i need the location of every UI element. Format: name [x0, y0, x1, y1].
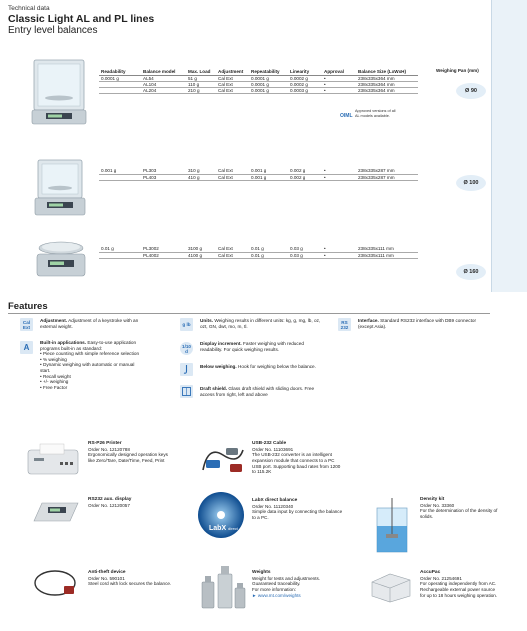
rep-cell: 0.0001 g — [249, 81, 288, 87]
model-cell: AL104 — [141, 81, 186, 87]
accessory-text: Weight for tests and adjustments. — [252, 575, 321, 581]
accessory-text: Order No. 21254691 — [420, 575, 462, 581]
labx-cd-sub: direct — [228, 526, 238, 531]
accessory-labx — [252, 498, 344, 521]
accessory-text: Guaranteed traceability. — [252, 581, 301, 587]
header-small: Technical data — [8, 5, 50, 12]
side-strip-line — [491, 0, 492, 292]
col-repeatability: Repeatability — [249, 68, 288, 75]
table-row — [99, 168, 418, 174]
max-cell: 51 g — [186, 75, 216, 81]
accessory-printer — [88, 441, 176, 464]
accessory-usb — [252, 441, 344, 475]
feature-interface-text: Standard RS232 interface with DB9 connector (except Asia). — [358, 318, 477, 329]
oiml-logo: OIML — [340, 113, 353, 119]
feature-below-title: Below weighing. — [200, 364, 237, 369]
accessory-aux — [88, 497, 176, 508]
draft-shield-icon — [180, 385, 193, 398]
feature-display — [200, 341, 325, 352]
feature-draft-title: Draft shield. — [200, 386, 228, 391]
accessory-density — [420, 497, 500, 520]
feature-builtin-text: Easy-to-use application programs built-in as standard: — [40, 340, 137, 351]
density-kit-image — [372, 496, 412, 554]
col-readability: Readability — [99, 68, 141, 75]
feature-draft-text: Glass draft shield with sliding doors. Free access from right, left and above — [200, 386, 315, 397]
app-cell: • — [322, 81, 356, 87]
accessory-title: RS-P26 Printer — [88, 441, 122, 446]
table-row — [99, 252, 418, 258]
accessory-title: AccuPac — [420, 570, 441, 575]
adj-cell: Cal Ext — [216, 252, 249, 258]
pan-size-2: Ø 100 — [456, 175, 486, 191]
feature-interface — [358, 318, 483, 329]
model-cell: AL54 — [141, 75, 186, 81]
feature-adjustment-text: Adjustment of a keystroke with an external weight. — [40, 318, 139, 329]
table-row — [99, 246, 418, 252]
accessory-text: For operating independently from AC. Rechargeable external power source for up to 18 hours weighing operation. — [420, 581, 498, 598]
app-cell: • — [322, 252, 356, 258]
size-cell: 238x335x364 mm — [356, 87, 418, 93]
col-linearity: Linearity — [288, 68, 322, 75]
accessory-title: Density kit — [420, 497, 445, 502]
spec-table-al — [99, 68, 418, 94]
max-cell: 3100 g — [186, 246, 216, 252]
page-title: Classic Light AL and PL lines — [8, 13, 155, 25]
accessory-text: Order No. 11120340 — [252, 503, 294, 509]
units-icon: g lb — [180, 318, 193, 331]
feature-below-text: Hook for weighing below the balance. — [238, 364, 316, 369]
display-increment-icon: 1/10 d — [180, 342, 193, 355]
feature-adjustment-title: Adjustment. — [40, 318, 68, 323]
col-max-load: Max. Load — [186, 68, 216, 75]
applications-icon: A — [20, 341, 33, 354]
labx-cd-image — [196, 490, 246, 540]
model-cell: PL403 — [141, 174, 186, 180]
accessory-text: Simple data input by connecting the balance to a PC. — [252, 509, 343, 520]
size-cell: 238x335x111 mm — [356, 246, 418, 252]
accessory-title: Anti-theft device — [88, 570, 126, 575]
lin-cell: 0.03 g — [288, 246, 322, 252]
model-cell: PL303 — [141, 168, 186, 174]
adj-cell: Cal Ext — [216, 87, 249, 93]
feature-units-title: Units. — [200, 318, 214, 323]
accessory-antitheft — [88, 570, 176, 587]
lin-cell: 0.03 g — [288, 252, 322, 258]
feature-builtin-title: Built-in applications. — [40, 340, 87, 345]
max-cell: 410 g — [186, 174, 216, 180]
adj-cell: Cal Ext — [216, 168, 249, 174]
max-cell: 310 g — [186, 168, 216, 174]
aux-display-image — [30, 497, 82, 527]
oiml-note-line: AL models available. — [355, 113, 390, 118]
max-cell: 110 g — [186, 81, 216, 87]
list-item: • Piece counting with simple reference selection — [40, 351, 140, 357]
accessory-accupac — [420, 570, 500, 598]
readability-value: 0.001 g — [99, 168, 141, 174]
rep-cell: 0.001 g — [249, 174, 288, 180]
adj-cell: Cal Ext — [216, 81, 249, 87]
accessory-title: RS232 aux. display — [88, 497, 132, 502]
model-cell: PL4002 — [141, 252, 186, 258]
list-item: • Free Factor — [40, 384, 68, 390]
oiml-note — [355, 109, 396, 118]
max-cell: 4100 g — [186, 252, 216, 258]
model-cell: AL204 — [141, 87, 186, 93]
list-item: • Recall weight — [40, 373, 71, 379]
printer-image — [26, 440, 80, 478]
col-pan: Weighing Pan (mm) — [436, 68, 479, 73]
adj-cell: Cal Ext — [216, 246, 249, 252]
cal-ext-icon: Cal Ext — [20, 318, 33, 331]
pan-size-3: Ø 160 — [456, 264, 486, 280]
rep-cell: 0.0001 g — [249, 75, 288, 81]
accessory-title: LabX direct balance — [252, 498, 298, 503]
list-item: • Dynamic weighing with automatic or manual start. — [40, 362, 135, 373]
features-title: Features — [8, 301, 48, 312]
weights-image — [198, 560, 248, 616]
readability-value: 0.01 g — [99, 246, 141, 252]
table-row — [99, 87, 418, 93]
weights-link[interactable]: ► www.mt.com/weights — [252, 592, 301, 598]
feature-below — [200, 364, 325, 370]
accessory-text: Ergonomically designed operation keys like Zero/Tare, Date/Time, Feed, Print — [88, 452, 168, 463]
accessory-text: Order No. 12120788 — [88, 446, 130, 452]
top-loading-balance-image — [34, 238, 88, 282]
accessory-text: For the determination of the density of solids. — [420, 508, 498, 519]
precision-balance-image — [32, 158, 88, 220]
size-cell: 238x335x364 mm — [356, 75, 418, 81]
feature-display-title: Display increment. — [200, 341, 242, 346]
size-cell: 238x335x287 mm — [356, 168, 418, 174]
adj-cell: Cal Ext — [216, 75, 249, 81]
max-cell: 210 g — [186, 87, 216, 93]
pan-size-1: Ø 90 — [456, 83, 486, 99]
features-divider — [8, 313, 490, 314]
feature-adjustment — [40, 318, 140, 329]
rep-cell: 0.0001 g — [249, 87, 288, 93]
feature-units-text: Weighing results in different units: kg, g, mg, lb, oz, ozt, GN, dwt, mo, m, tl. — [200, 318, 321, 329]
feature-interface-title: Interface. — [358, 318, 379, 323]
accupac-image — [368, 568, 414, 604]
side-strip — [491, 0, 527, 292]
table-row — [99, 81, 418, 87]
accessory-text: Order No. 11103691 — [252, 446, 294, 452]
rep-cell: 0.001 g — [249, 168, 288, 174]
col-approval: Approval — [322, 68, 356, 75]
page-subtitle: Entry level balances — [8, 25, 98, 36]
labx-cd-label: LabX — [209, 525, 227, 532]
accessory-text: Order No. 590101 — [88, 575, 125, 581]
app-cell: • — [322, 75, 356, 81]
app-cell: • — [322, 174, 356, 180]
analytical-balance-image — [30, 58, 88, 128]
readability-value: 0.0001 g — [99, 75, 141, 81]
accessory-title: Weights — [252, 570, 271, 575]
col-model: Balance model — [141, 68, 186, 75]
app-cell: • — [322, 168, 356, 174]
feature-draft — [200, 386, 325, 397]
rep-cell: 0.01 g — [249, 246, 288, 252]
accessory-text: For more information: — [252, 586, 296, 592]
list-item: • % weighing — [40, 356, 67, 362]
accessory-weights — [252, 570, 344, 598]
app-cell: • — [322, 87, 356, 93]
oiml-note-line: Approved versions of all — [355, 109, 396, 113]
lin-cell: 0.0002 g — [288, 81, 322, 87]
table-row — [99, 174, 418, 180]
accessory-title: USB-232 Cable — [252, 441, 287, 446]
accessory-text: The USB-232 converter is an intelligent expansion module that connects to a PC USB port. Supporting baud rates from 1200 to 115.2K — [252, 452, 341, 475]
spec-table-pl-cg — [99, 246, 418, 259]
anti-theft-image — [30, 566, 80, 600]
lin-cell: 0.0003 g — [288, 87, 322, 93]
accessory-text: Order No. 33360 — [420, 502, 455, 508]
col-size: Balance Size (LxWxH) — [356, 68, 418, 75]
rs232-icon: RS 232 — [338, 318, 351, 331]
model-cell: PL3002 — [141, 246, 186, 252]
rep-cell: 0.01 g — [249, 252, 288, 258]
lin-cell: 0.002 g — [288, 174, 322, 180]
col-adjustment: Adjustment — [216, 68, 249, 75]
spec-table-pl-mg — [99, 168, 418, 181]
feature-builtin — [40, 340, 140, 390]
feature-builtin-list — [40, 351, 140, 390]
size-cell: 238x335x287 mm — [356, 174, 418, 180]
lin-cell: 0.002 g — [288, 168, 322, 174]
list-item: • +/- weighing — [40, 379, 69, 385]
adj-cell: Cal Ext — [216, 174, 249, 180]
accessory-text: Steel cord with lock secures the balance. — [88, 581, 172, 587]
feature-units — [200, 318, 325, 329]
table-row — [99, 75, 418, 81]
size-cell: 238x335x364 mm — [356, 81, 418, 87]
hook-icon — [180, 363, 193, 376]
accessory-text: Order No. 12120057 — [88, 502, 130, 508]
feature-display-text: Faster weighing with reduced readability. For quick weighing results. — [200, 341, 304, 352]
app-cell: • — [322, 246, 356, 252]
size-cell: 238x335x111 mm — [356, 252, 418, 258]
usb-cable-image — [198, 440, 248, 478]
lin-cell: 0.0002 g — [288, 75, 322, 81]
